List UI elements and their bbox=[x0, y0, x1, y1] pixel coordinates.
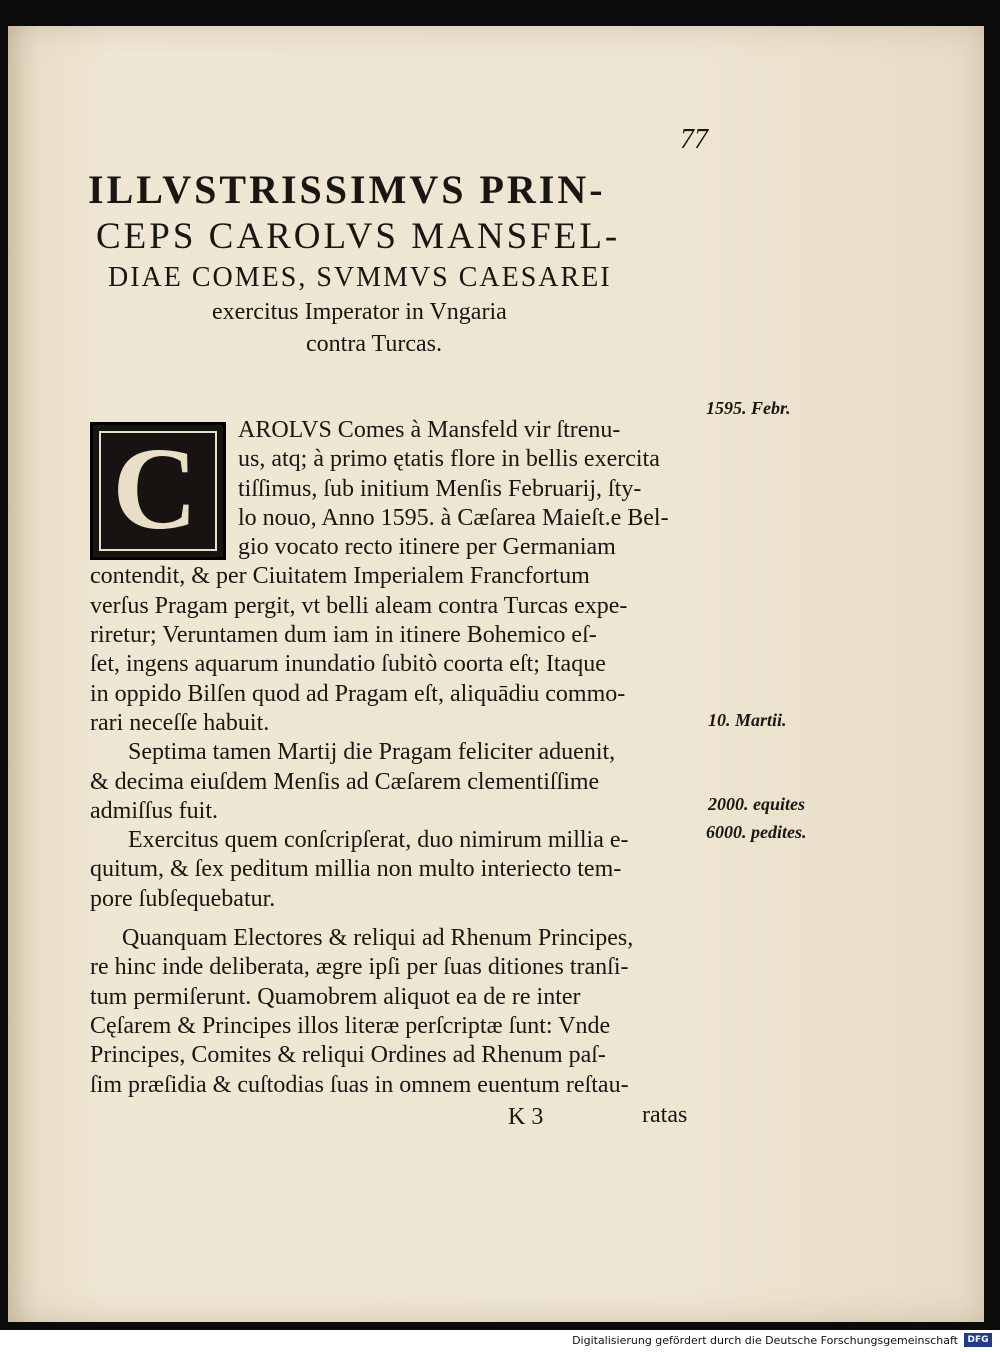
title-line: exercitus Imperator in Vngaria bbox=[212, 299, 507, 325]
text-line: riretur; Veruntamen dum iam in itinere Bohemico eſ- bbox=[90, 622, 597, 649]
title-line: ILLVSTRISSIMVS PRIN- bbox=[88, 167, 606, 212]
title-line: DIAE COMES, SVMMVS CAESAREI bbox=[108, 262, 612, 293]
text-line: ſet, ingens aquarum inundatio ſubitò coorta eſt; Itaque bbox=[90, 651, 606, 678]
body-text bbox=[90, 416, 710, 1100]
text-line: rari neceſſe habuit. bbox=[90, 709, 270, 736]
text-line: admiſſus fuit. bbox=[90, 797, 218, 824]
text-line: re hinc inde deliberata, ægre ipſi per ſuas ditiones tranſi- bbox=[90, 954, 629, 981]
text-line: contendit, & per Ciuitatem Imperialem Francfortum bbox=[90, 563, 590, 590]
text-line: quitum, & ſex peditum millia non multo interiecto tem- bbox=[90, 856, 622, 883]
text-line: AROLVS Comes à Mansfeld vir ſtrenu- bbox=[238, 417, 621, 443]
text-line: Principes, Comites & reliqui Ordines ad Rhenum paſ- bbox=[90, 1042, 606, 1069]
dfg-logo: DFG bbox=[964, 1333, 992, 1347]
text-line: gio vocato recto itinere per Germaniam bbox=[238, 534, 616, 561]
text-line: tiſſimus, ſub initium Menſis Februarij, ſty- bbox=[238, 475, 642, 502]
text-line: Quanquam Electores & reliqui ad Rhenum Principes, bbox=[122, 925, 634, 952]
text-line: Septima tamen Martij die Pragam feliciter aduenit, bbox=[128, 739, 616, 766]
title-line: contra Turcas. bbox=[306, 331, 442, 357]
text-line: in oppido Bilſen quod ad Pragam eſt, aliquādiu commo- bbox=[90, 680, 626, 707]
marginal-note: 6000. pedites. bbox=[706, 822, 807, 842]
text-line: & decima eiuſdem Menſis ad Cæſarem clementiſſime bbox=[90, 768, 600, 795]
initial-letter: C bbox=[112, 423, 198, 554]
marginal-note: 1595. Febr. bbox=[706, 398, 791, 418]
text-line: Cęſarem & Principes illos literæ perſcriptæ ſunt: Vnde bbox=[90, 1012, 611, 1039]
footer-credit: Digitalisierung gefördert durch die Deutsche Forschungsgemeinschaft bbox=[572, 1334, 958, 1347]
marginal-note: 10. Martii. bbox=[708, 710, 787, 730]
page-number: 77 bbox=[680, 124, 708, 155]
text-line: ſim præſidia & cuſtodias ſuas in omnem euentum reſtau- bbox=[90, 1071, 629, 1098]
marginal-note: 2000. equites bbox=[708, 794, 805, 814]
book-page bbox=[8, 26, 984, 1322]
catchword: ratas bbox=[642, 1102, 688, 1128]
text-line: pore ſubſequebatur. bbox=[90, 885, 276, 912]
footer-bar bbox=[0, 1330, 1000, 1352]
text-line: Exercitus quem conſcripſerat, duo nimirum millia e- bbox=[128, 827, 629, 854]
text-line: tum permiſerunt. Quamobrem aliquot ea de re inter bbox=[90, 983, 581, 1010]
chapter-title bbox=[88, 166, 728, 360]
signature-mark: K 3 bbox=[508, 1104, 544, 1130]
text-line: lo nouo, Anno 1595. à Cæſarea Maieſt.e Bel- bbox=[238, 504, 669, 531]
text-line: verſus Pragam pergit, vt belli aleam contra Turcas expe- bbox=[90, 592, 628, 619]
text-line: us, atq; à primo ętatis flore in bellis exercita bbox=[238, 446, 660, 473]
title-line: CEPS CAROLVS MANSFEL- bbox=[96, 216, 621, 257]
